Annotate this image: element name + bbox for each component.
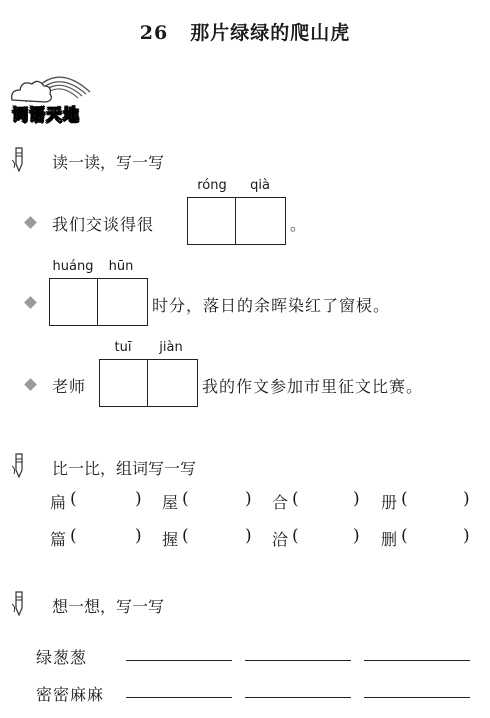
diamond-bullet-icon — [24, 216, 37, 229]
open-paren: ( — [292, 489, 299, 509]
char-box-1[interactable] — [187, 197, 286, 245]
lesson-number: 26 — [139, 22, 169, 44]
section-badge: 词语天地 — [12, 105, 81, 124]
diamond-bullet-icon — [24, 296, 37, 309]
pinyin-2b: hūn — [108, 259, 134, 274]
compare-char: 删 — [381, 530, 398, 549]
compare-char: 合 — [272, 493, 289, 512]
sentence-3-before: 老师 — [52, 377, 87, 396]
compare-char: 册 — [381, 493, 398, 512]
close-paren: ) — [353, 489, 360, 509]
pinyin-2a: huáng — [52, 259, 94, 274]
close-paren: ) — [245, 526, 252, 546]
diamond-bullet-icon — [24, 378, 37, 391]
close-paren: ) — [245, 489, 252, 509]
answer-line[interactable] — [126, 660, 232, 661]
open-paren: ( — [401, 489, 408, 509]
page-title — [0, 18, 490, 45]
answer-line[interactable] — [364, 660, 470, 661]
answer-line[interactable] — [126, 697, 232, 698]
box-divider — [235, 198, 236, 244]
answer-line[interactable] — [245, 697, 351, 698]
open-paren: ( — [292, 526, 299, 546]
exercise2-heading: 比一比，组词写一写 — [52, 459, 197, 478]
lesson-title: 那片绿绿的爬山虎 — [190, 22, 351, 44]
compare-char: 握 — [162, 530, 179, 549]
close-paren: ) — [135, 489, 142, 509]
pinyin-3b: jiàn — [159, 340, 183, 355]
open-paren: ( — [182, 526, 189, 546]
compare-char: 洽 — [272, 530, 289, 549]
char-box-2[interactable] — [49, 278, 148, 326]
close-paren: ) — [463, 489, 470, 509]
exercise1-heading: 读一读，写一写 — [52, 153, 165, 172]
close-paren: ) — [135, 526, 142, 546]
sentence-2-after: 时分，落日的余晖染红了窗棂。 — [152, 296, 391, 315]
compare-char: 篇 — [50, 530, 67, 549]
sentence-3-after: 我的作文参加市里征文比赛。 — [202, 377, 424, 396]
exercise3-heading: 想一想，写一写 — [52, 597, 165, 616]
pinyin-3a: tuī — [114, 340, 132, 355]
pen-icon — [10, 452, 28, 478]
char-box-3[interactable] — [99, 359, 198, 407]
pinyin-1a: róng — [197, 178, 227, 193]
box-divider — [147, 360, 148, 406]
sentence-1-after: 。 — [290, 215, 308, 234]
answer-line[interactable] — [245, 660, 351, 661]
pinyin-1b: qià — [250, 178, 270, 193]
word-row-label: 绿葱葱 — [36, 648, 88, 667]
word-row-label: 密密麻麻 — [36, 685, 105, 704]
compare-char: 屋 — [162, 493, 179, 512]
pen-icon — [10, 590, 28, 616]
box-divider — [97, 279, 98, 325]
open-paren: ( — [182, 489, 189, 509]
close-paren: ) — [353, 526, 360, 546]
pen-icon — [10, 146, 28, 172]
open-paren: ( — [401, 526, 408, 546]
open-paren: ( — [70, 526, 77, 546]
sentence-1-before: 我们交谈得很 — [52, 215, 155, 234]
open-paren: ( — [70, 489, 77, 509]
close-paren: ) — [463, 526, 470, 546]
answer-line[interactable] — [364, 697, 470, 698]
compare-char: 扁 — [50, 493, 67, 512]
